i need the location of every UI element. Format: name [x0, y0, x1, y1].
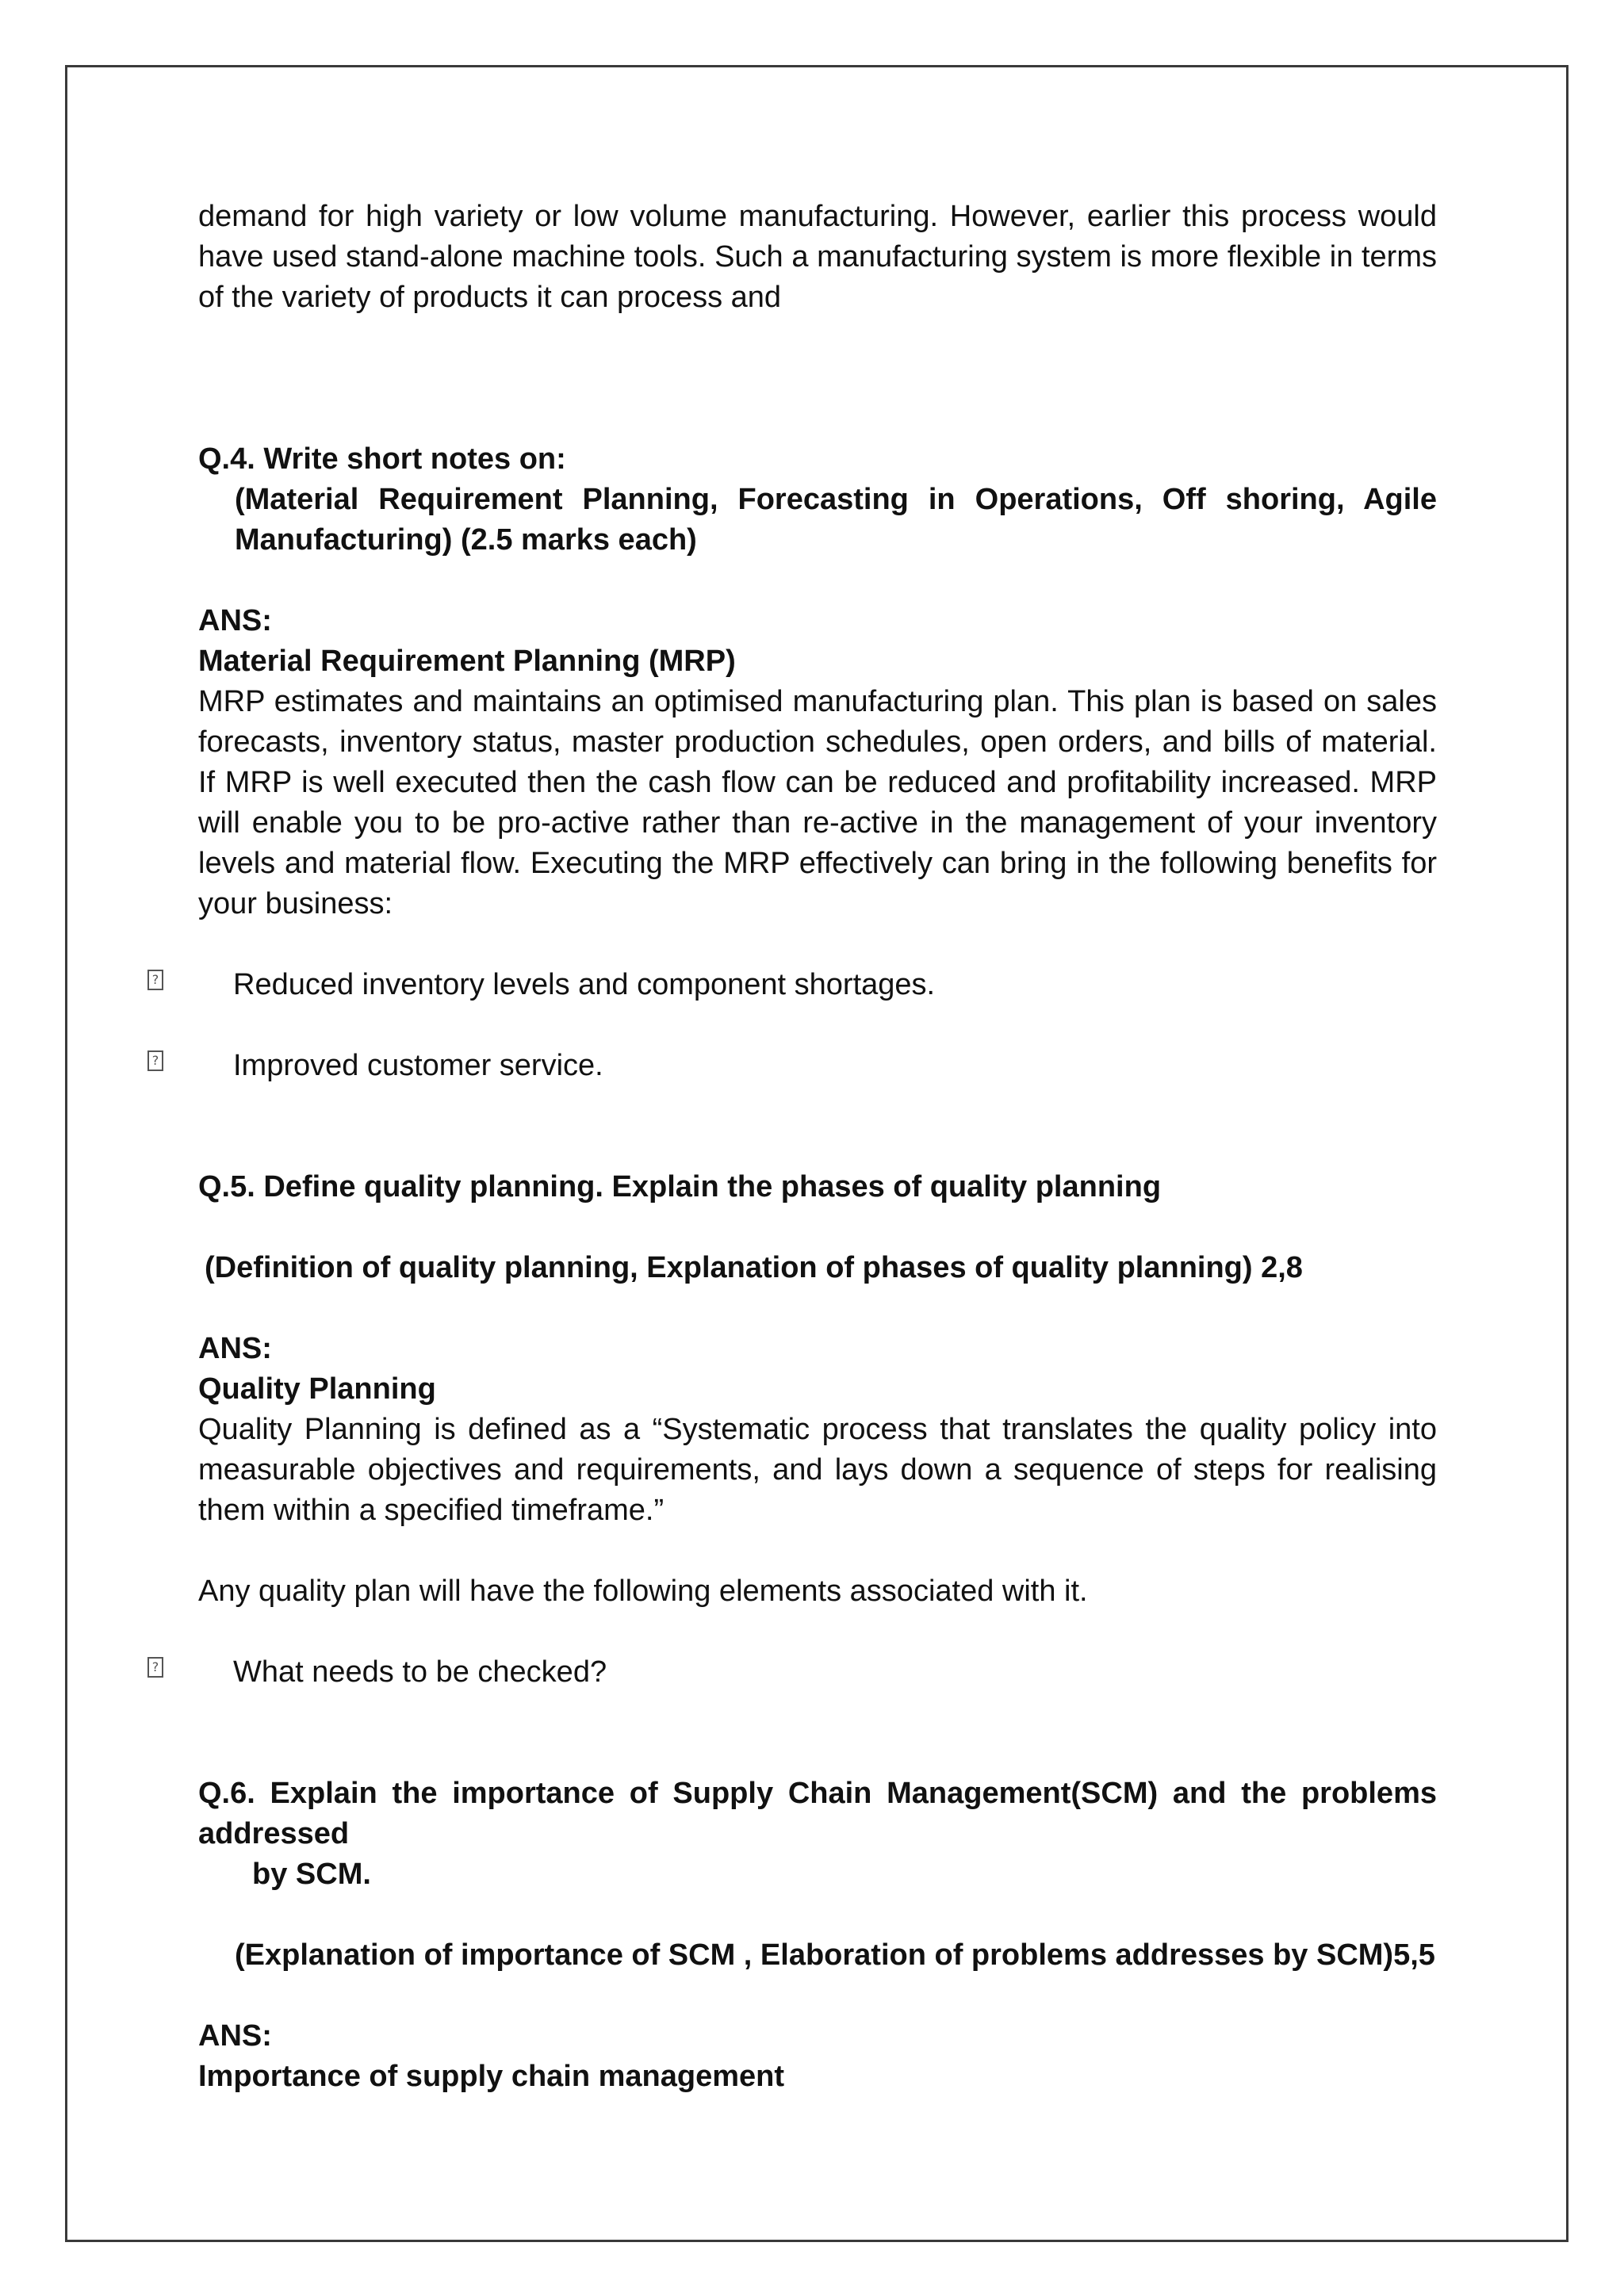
- missing-glyph-icon: ?: [147, 1050, 163, 1071]
- q4-bullet-1: [151, 965, 1437, 1005]
- q4-title: Q.4. Write short notes on:: [198, 442, 566, 476]
- q6-ans-label: ANS:: [198, 2019, 272, 2053]
- q4-marks: [198, 480, 1437, 561]
- q6-title-line2: by SCM.: [252, 1858, 371, 1891]
- document-content: [151, 197, 1437, 2097]
- q5-title: Q.5. Define quality planning. Explain the phases of quality planning: [198, 1170, 1162, 1203]
- q6-subheading: Importance of supply chain management: [198, 2060, 785, 2093]
- q4-subheading: Material Requirement Planning (MRP): [198, 645, 736, 678]
- q5-bullet-1-text: What needs to be checked?: [233, 1655, 607, 1689]
- q5-ans-label: ANS:: [198, 1332, 272, 1365]
- q5-body: Quality Planning is defined as a “Systematic process that translates the quality policy into measurable objectives and requirements, and lays down a sequence of steps for realising them within a specified timeframe.”: [198, 1413, 1437, 1527]
- q4-body: MRP estimates and maintains an optimised manufacturing plan. This plan is based on sales forecasts, inventory status, master production schedules, open orders, and bills of material. If MRP is well executed then the cash flow can be reduced and profitability increased. MRP will enable you to be pro-active rather than re-active in the management of your inventory levels and material flow. Executing the MRP effectively can bring in the following benefits for your business:: [198, 685, 1437, 920]
- q4-ans-label: ANS:: [198, 604, 272, 637]
- intro-paragraph: demand for high variety or low volume manufacturing. However, earlier this process would have used stand-alone machine tools. Such a manufacturing system is more flexible in terms of the variety of products it can process and: [198, 200, 1437, 314]
- q4-bullet-2: [151, 1046, 1437, 1086]
- missing-glyph-icon: ?: [147, 1657, 163, 1678]
- q4-bullet-2-text: Improved customer service.: [233, 1049, 603, 1082]
- q5-bullet-1: [151, 1652, 1437, 1693]
- missing-glyph-icon: ?: [147, 970, 163, 990]
- q6-title-line1: Q.6. Explain the importance of Supply Chain Management(SCM) and the problems addressed: [198, 1777, 1437, 1850]
- q5-marks: (Definition of quality planning, Explanation of phases of quality planning) 2,8: [205, 1251, 1303, 1284]
- q5-body2: Any quality plan will have the following elements associated with it.: [198, 1575, 1088, 1608]
- q5-subheading: Quality Planning: [198, 1372, 436, 1406]
- q4-marks-text: (Material Requirement Planning, Forecasting in Operations, Off shoring, Agile Manufacturing) (2.5 marks each): [235, 483, 1437, 557]
- q6-marks: (Explanation of importance of SCM , Elaboration of problems addresses by SCM)5,5: [235, 1938, 1435, 1972]
- q4-bullet-1-text: Reduced inventory levels and component shortages.: [233, 968, 936, 1001]
